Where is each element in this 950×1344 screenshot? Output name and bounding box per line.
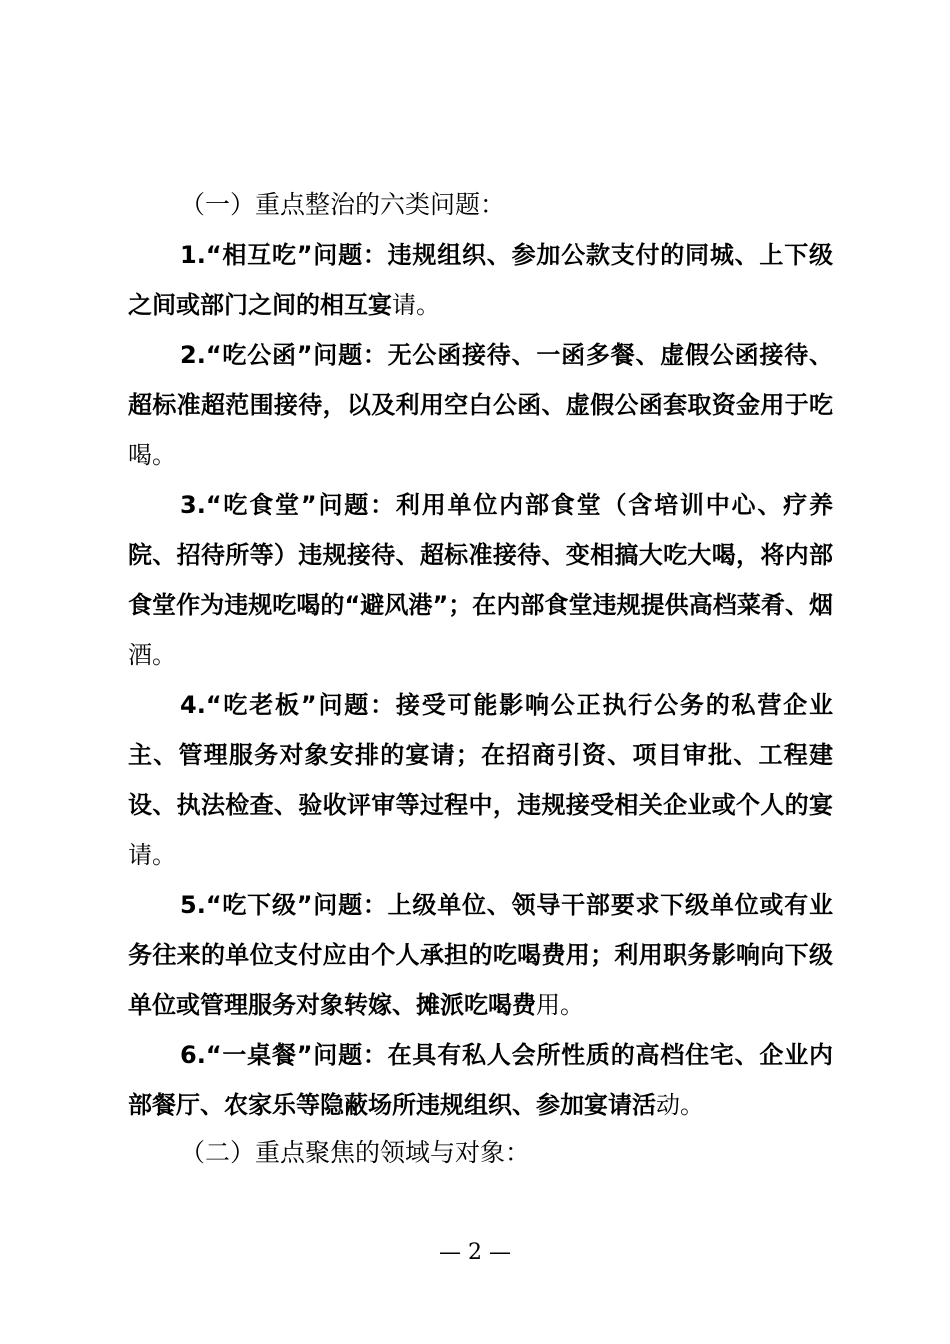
issue-item-6-tail: 动。 <box>656 1091 704 1119</box>
issue-item-1 <box>128 230 833 330</box>
issue-item-4-text: 4.“吃老板”问题：接受可能影响公正执行公务的私营企业主、管理服务对象安排的宴请；在招商引资、项目审批、工程建设、执法检查、验收评审等过程中，违规接受相关企业或个人的宴 <box>128 691 833 819</box>
issue-item-3-tail: 酒。 <box>128 641 176 669</box>
issue-item-6-text: 6.“一桌餐”问题：在具有私人会所性质的高档住宅、企业内部餐厅、农家乐等隐蔽场所违规组织、参加宴请活 <box>128 1041 833 1119</box>
issue-item-5-tail: 用。 <box>536 991 584 1019</box>
document-body <box>128 180 833 1167</box>
issue-item-5-text: 5.“吃下级”问题：上级单位、领导干部要求下级单位或有业务往来的单位支付应由个人承担的吃喝费用；利用职务影响向下级单位或管理服务对象转嫁、摊派吃喝费 <box>128 891 833 1019</box>
issue-item-6 <box>128 1030 833 1130</box>
section-two-heading: （二）重点聚焦的领域与对象： <box>180 1138 531 1167</box>
issue-item-1-tail: 请。 <box>392 291 440 319</box>
issue-item-4-tail: 请。 <box>128 841 176 869</box>
issue-item-3-text: 3.“吃食堂”问题：利用单位内部食堂（含培训中心、疗养院、招待所等）违规接待、超标准接待、变相搞大吃大喝，将内部食堂作为违规吃喝的“避风港”；在内部食堂违规提供高档菜肴、烟 <box>128 491 833 619</box>
page-number: — 2 — <box>439 1240 511 1265</box>
issue-item-4 <box>128 680 833 880</box>
issue-item-3 <box>128 480 833 680</box>
section-one-heading: （一）重点整治的六类问题： <box>180 190 506 219</box>
issue-item-1-text: 1.“相互吃”问题：违规组织、参加公款支付的同城、上下级之间或部门之间的相互宴 <box>128 241 833 319</box>
issue-item-2 <box>128 330 833 480</box>
issue-item-2-tail: 喝。 <box>128 441 176 469</box>
issue-item-2-text: 2.“吃公函”问题：无公函接待、一函多餐、虚假公函接待、超标准超范围接待，以及利用空白公函、虚假公函套取资金用于吃 <box>128 341 833 419</box>
issue-item-5 <box>128 880 833 1030</box>
